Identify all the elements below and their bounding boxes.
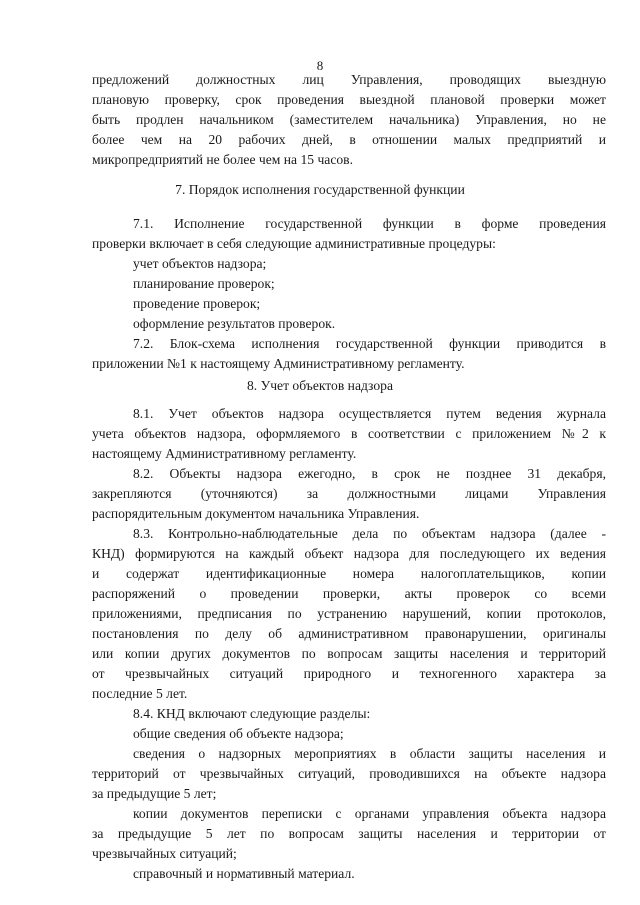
text-line: общие сведения об объекте надзора; — [133, 726, 344, 741]
text-line: последние 5 лет. — [92, 686, 188, 701]
text-line: планирование проверок; — [133, 276, 275, 291]
text-line: проведение проверок; — [133, 296, 261, 311]
text-line: проверки включает в себя следующие административные процедуры: — [92, 236, 496, 251]
text-line: постановления по делу об административном правонарушении, оригиналы — [92, 626, 606, 641]
text-line: приложениями, предписания по устранению нарушений, копии протоколов, — [92, 606, 606, 621]
text-line: копии документов переписки с органами управления объекта надзора — [133, 806, 606, 821]
text-line: быть продлен начальником (заместителем начальника) Управления, но не — [92, 112, 606, 127]
text-line: от чрезвычайных ситуаций природного и техногенного характера за — [92, 666, 606, 681]
text-line: учет объектов надзора; — [133, 256, 267, 271]
text-line: чрезвычайных ситуаций; — [92, 846, 237, 861]
text-line: приложении №1 к настоящему Административному регламенту. — [92, 356, 465, 371]
text-line: или копии других документов по вопросам защиты населения и территорий — [92, 646, 606, 661]
text-line: территорий от чрезвычайных ситуаций, проводившихся на объекте надзора — [92, 766, 606, 781]
page-number: 8 — [316, 58, 324, 73]
text-line: распорядительным документом начальника Управления. — [92, 506, 420, 521]
section-heading: 7. Порядок исполнения государственной функции — [175, 182, 465, 197]
text-line: учета объектов надзора, оформляемого в соответствии с приложением №2 к — [92, 426, 606, 441]
text-line: КНД) формируются на каждый объект надзора для последующего их ведения — [92, 546, 606, 561]
text-line: распоряжений о проведении проверки, акты проверок со всеми — [92, 586, 606, 601]
text-line: предложений должностных лиц Управления, проводящих выездную — [92, 72, 606, 87]
text-line: более чем на 20 рабочих дней, в отношении малых предприятий и — [92, 132, 606, 147]
text-line: настоящему Административному регламенту. — [92, 446, 357, 461]
text-line: 8.2. Объекты надзора ежегодно, в срок не позднее 31 декабря, — [133, 466, 606, 481]
text-line: и содержат идентификационные номера налогоплательщиков, копии — [92, 566, 606, 581]
text-line: 8.3. Контрольно-наблюдательные дела по объектам надзора (далее - — [133, 526, 606, 541]
text-line: оформление результатов проверок. — [133, 316, 336, 331]
text-line: закрепляются (уточняются) за должностными лицами Управления — [92, 486, 606, 501]
text-line: сведения о надзорных мероприятиях в области защиты населения и — [133, 746, 606, 761]
section-heading: 8. Учет объектов надзора — [247, 378, 393, 393]
text-line: 8.4. КНД включают следующие разделы: — [133, 706, 371, 721]
text-line: плановую проверку, срок проведения выездной плановой проверки может — [92, 92, 606, 107]
text-line: справочный и нормативный материал. — [133, 866, 355, 881]
text-line: микропредприятий не более чем на 15 часов. — [92, 152, 353, 167]
text-line: 7.1. Исполнение государственной функции в форме проведения — [133, 216, 606, 231]
text-line: за предыдущие 5 лет по вопросам защиты населения и территории от — [92, 826, 606, 841]
text-line: за предыдущие 5 лет; — [92, 786, 217, 801]
text-line: 7.2. Блок-схема исполнения государственной функции приводится в — [133, 336, 606, 351]
text-line: 8.1. Учет объектов надзора осуществляется путем ведения журнала — [133, 406, 606, 421]
